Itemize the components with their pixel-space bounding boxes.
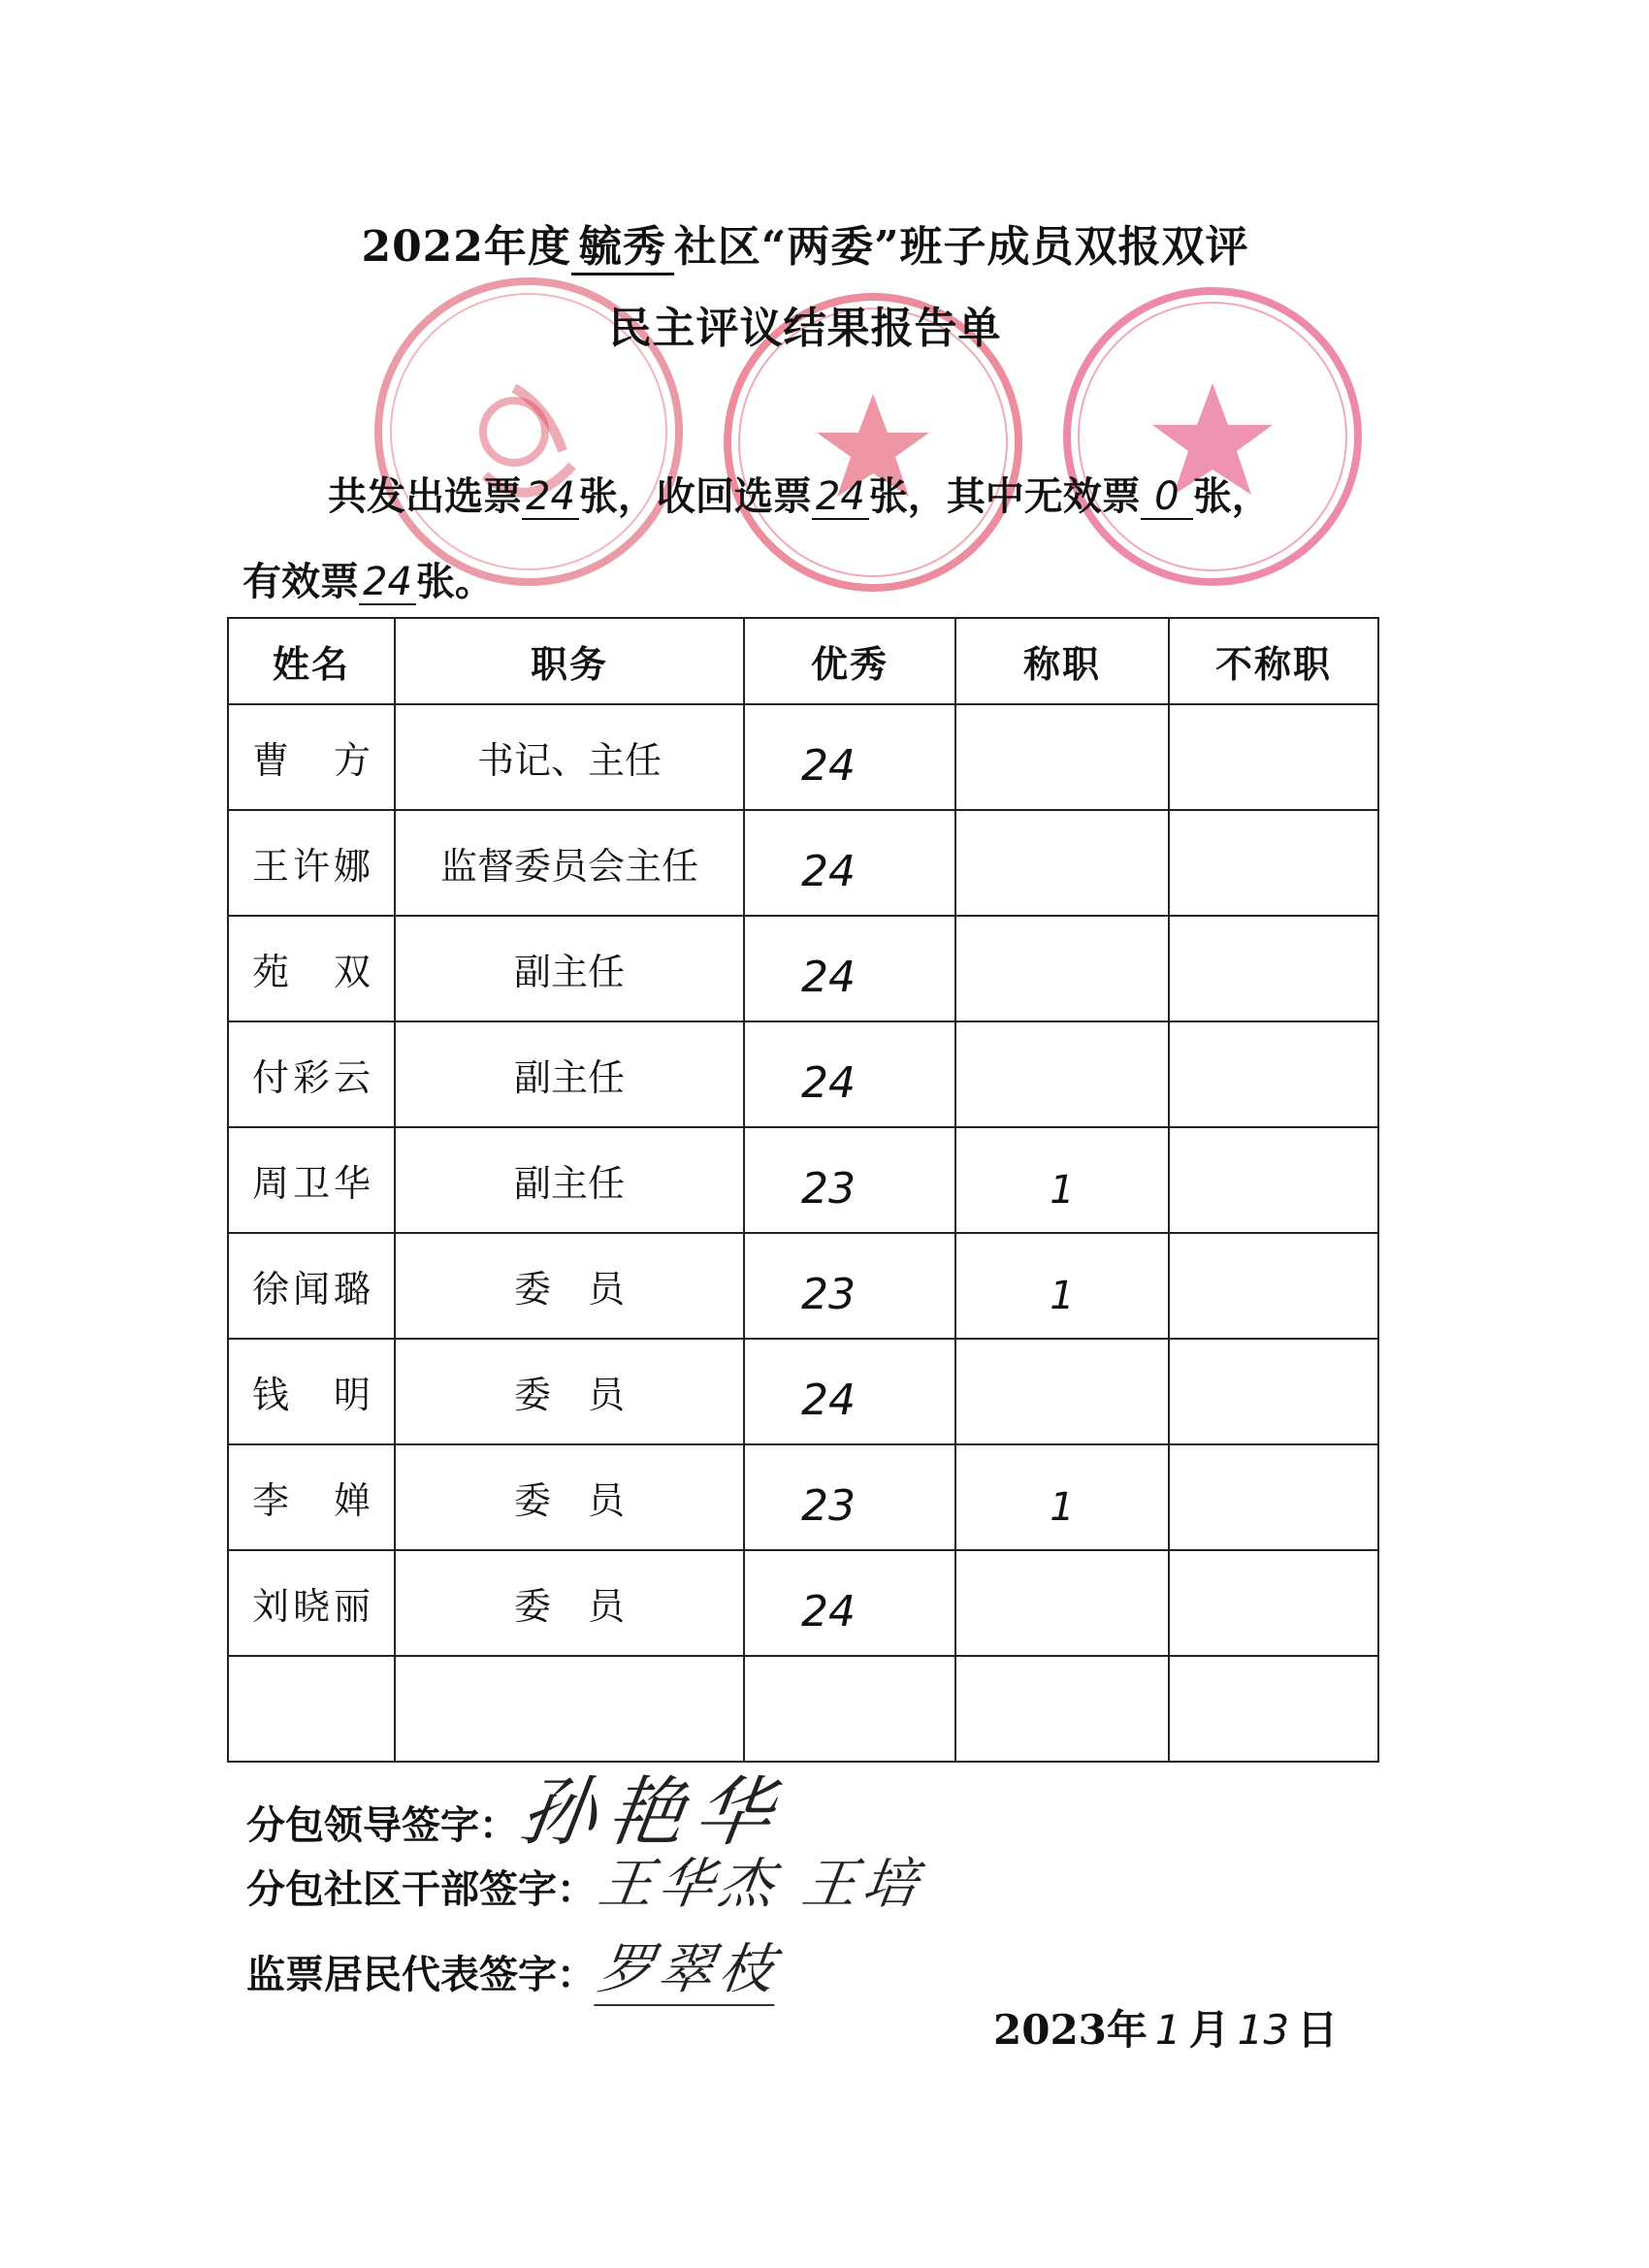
cell-competent: 1 bbox=[955, 1444, 1169, 1550]
cadre-signature: 王华杰 王培 bbox=[594, 1853, 927, 1916]
cell-competent bbox=[955, 810, 1169, 916]
cell-name: 钱 明 bbox=[228, 1339, 395, 1444]
community-name: 毓秀 bbox=[571, 223, 674, 275]
ballots-issued: 24 bbox=[522, 475, 579, 520]
cell-name: 周卫华 bbox=[228, 1127, 395, 1233]
table-row bbox=[228, 1127, 1378, 1233]
table-row bbox=[228, 1021, 1378, 1127]
header-excellent: 优秀 bbox=[744, 618, 955, 704]
cell-excellent bbox=[744, 1656, 955, 1762]
cell-excellent: 24 bbox=[744, 1021, 955, 1127]
cell-name: 刘晓丽 bbox=[228, 1550, 395, 1656]
vote-summary-line-1 bbox=[328, 466, 1271, 521]
cell-incompetent bbox=[1169, 1444, 1378, 1550]
header-name: 姓名 bbox=[228, 618, 395, 704]
cell-position: 副主任 bbox=[395, 1021, 744, 1127]
votes-text-1: 共发出选票 bbox=[328, 473, 522, 519]
cell-competent: 1 bbox=[955, 1233, 1169, 1339]
votes-text-2: 张，收回选票 bbox=[578, 473, 812, 519]
vote-summary-line-2 bbox=[242, 551, 494, 606]
cell-incompetent bbox=[1169, 704, 1378, 810]
cell-excellent: 23 bbox=[744, 1127, 955, 1233]
leader-signature: 孙艳华 bbox=[514, 1769, 790, 1857]
cell-incompetent bbox=[1169, 1550, 1378, 1656]
resident-rep-signature: 罗翠枝 bbox=[594, 1927, 786, 2006]
cell-competent bbox=[955, 1339, 1169, 1444]
table-header-row bbox=[228, 618, 1378, 704]
date-day-unit: 日 bbox=[1297, 2006, 1339, 2054]
votes-text-4: 张， bbox=[1192, 473, 1271, 519]
cell-competent bbox=[955, 1656, 1169, 1762]
table-row bbox=[228, 1444, 1378, 1550]
cell-position: 监督委员会主任 bbox=[395, 810, 744, 916]
cell-incompetent bbox=[1169, 1339, 1378, 1444]
cadre-signature-line bbox=[246, 1841, 927, 1919]
cell-competent bbox=[955, 916, 1169, 1021]
resident-rep-signature-line bbox=[246, 1927, 785, 2006]
ballots-returned: 24 bbox=[812, 475, 869, 520]
cell-excellent: 24 bbox=[744, 1339, 955, 1444]
date-year-unit: 年 bbox=[1106, 2006, 1148, 2054]
table-row bbox=[228, 1233, 1378, 1339]
date-month-unit: 月 bbox=[1188, 2006, 1230, 2054]
cell-excellent: 24 bbox=[744, 916, 955, 1021]
cell-competent bbox=[955, 704, 1169, 810]
header-incompetent: 不称职 bbox=[1169, 618, 1378, 704]
cell-excellent: 24 bbox=[744, 704, 955, 810]
cell-incompetent bbox=[1169, 1021, 1378, 1127]
date-year: 2023 bbox=[993, 2006, 1107, 2054]
cell-competent bbox=[955, 1021, 1169, 1127]
header-position: 职务 bbox=[395, 618, 744, 704]
cell-incompetent bbox=[1169, 1127, 1378, 1233]
cell-incompetent bbox=[1169, 916, 1378, 1021]
votes-text-5: 有效票 bbox=[242, 559, 359, 604]
cell-incompetent bbox=[1169, 810, 1378, 916]
cell-position: 副主任 bbox=[395, 916, 744, 1021]
cell-name: 徐闻璐 bbox=[228, 1233, 395, 1339]
cell-position: 书记、主任 bbox=[395, 704, 744, 810]
date-day: 13 bbox=[1237, 2006, 1290, 2054]
cell-position: 委 员 bbox=[395, 1233, 744, 1339]
cell-competent: 1 bbox=[955, 1127, 1169, 1233]
table-row bbox=[228, 810, 1378, 916]
cell-excellent: 23 bbox=[744, 1444, 955, 1550]
votes-text-3: 张，其中无效票 bbox=[868, 473, 1141, 519]
cell-name: 付彩云 bbox=[228, 1021, 395, 1127]
cell-incompetent bbox=[1169, 1656, 1378, 1762]
cell-excellent: 24 bbox=[744, 1550, 955, 1656]
header-competent: 称职 bbox=[955, 618, 1169, 704]
table-row bbox=[228, 1339, 1378, 1444]
cell-position: 委 员 bbox=[395, 1444, 744, 1550]
cell-excellent: 23 bbox=[744, 1233, 955, 1339]
title-year: 2022 bbox=[361, 222, 484, 272]
cell-position bbox=[395, 1656, 744, 1762]
cell-name: 苑 双 bbox=[228, 916, 395, 1021]
report-subtitle: 民主评议结果报告单 bbox=[608, 304, 1002, 353]
evaluation-table bbox=[227, 617, 1379, 1763]
table-row bbox=[228, 916, 1378, 1021]
table-row bbox=[228, 1656, 1378, 1762]
cell-excellent: 24 bbox=[744, 810, 955, 916]
votes-text-6: 张。 bbox=[415, 559, 494, 604]
leader-signature-label: 分包领导签字： bbox=[246, 1802, 518, 1848]
cell-competent bbox=[955, 1550, 1169, 1656]
cell-name bbox=[228, 1656, 395, 1762]
cell-incompetent bbox=[1169, 1233, 1378, 1339]
report-date bbox=[993, 1998, 1338, 2057]
cell-position: 委 员 bbox=[395, 1550, 744, 1656]
report-title bbox=[0, 211, 1610, 275]
table-row bbox=[228, 1550, 1378, 1656]
ballots-invalid: 0 bbox=[1141, 475, 1193, 520]
table-row bbox=[228, 704, 1378, 810]
cell-name: 李 婵 bbox=[228, 1444, 395, 1550]
title-post: 社区“两委”班子成员双报双评 bbox=[673, 222, 1249, 272]
title-pre: 年度 bbox=[483, 222, 571, 272]
table-body bbox=[228, 704, 1378, 1762]
cadre-signature-label: 分包社区干部签字： bbox=[246, 1866, 596, 1912]
ballots-valid: 24 bbox=[359, 561, 416, 605]
cell-position: 委 员 bbox=[395, 1339, 744, 1444]
date-month: 1 bbox=[1154, 2006, 1181, 2054]
cell-name: 曹 方 bbox=[228, 704, 395, 810]
cell-name: 王许娜 bbox=[228, 810, 395, 916]
resident-rep-signature-label: 监票居民代表签字： bbox=[246, 1952, 596, 1997]
cell-position: 副主任 bbox=[395, 1127, 744, 1233]
